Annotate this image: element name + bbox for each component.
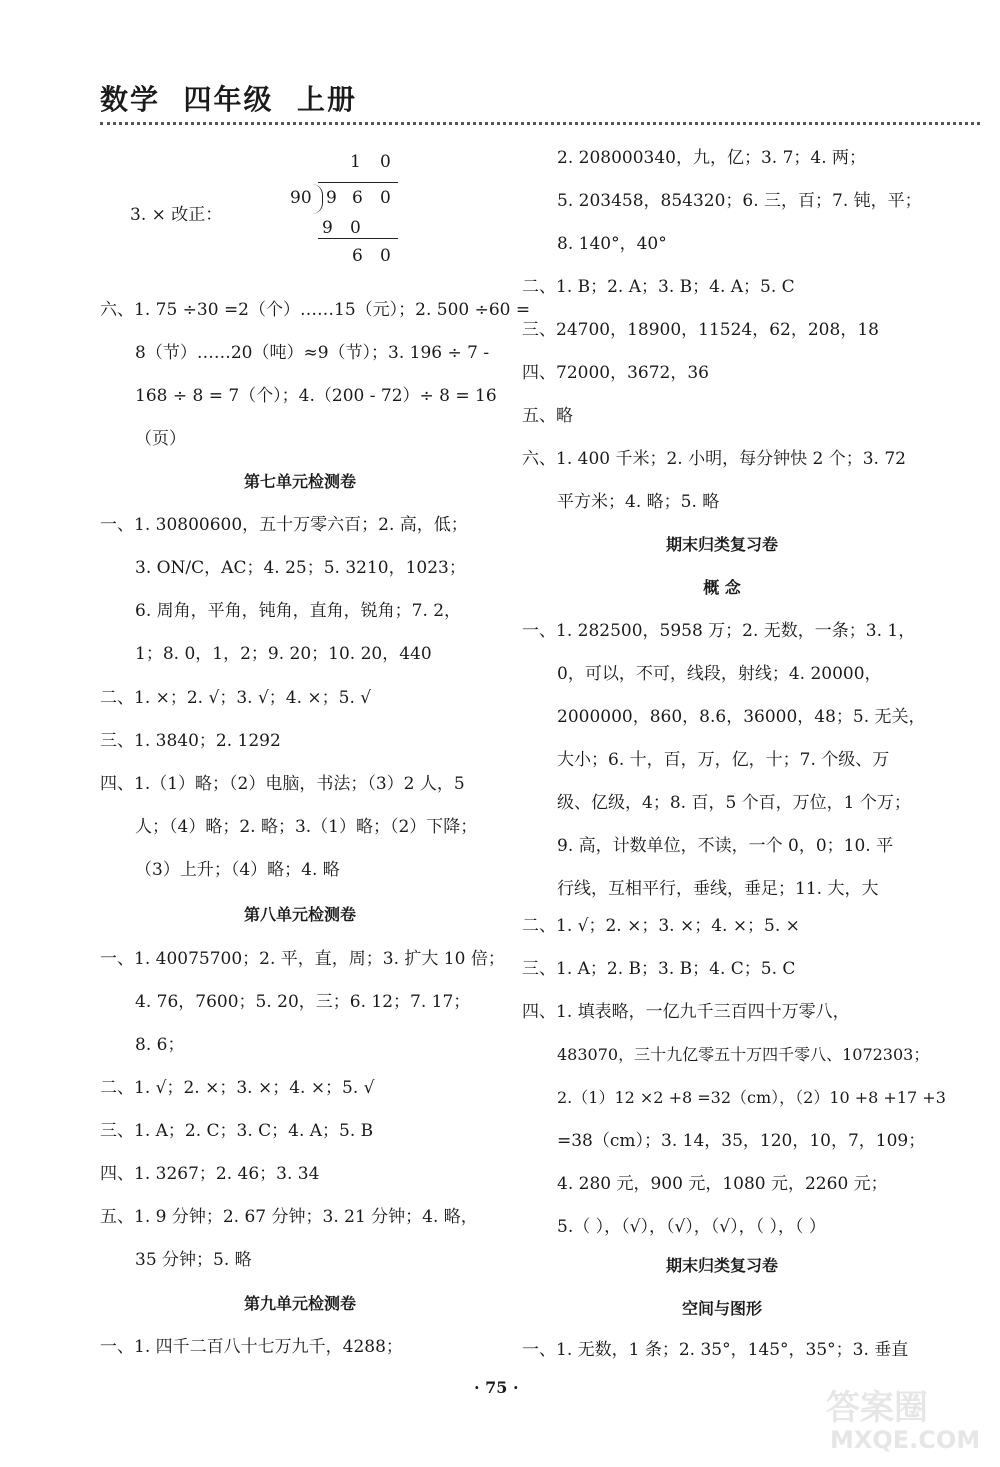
answer-line: 6. 周角，平角，钝角，直角，锐角；7. 2， (135, 601, 462, 621)
answer-line: （3）上升；（4）略；4. 略 (135, 860, 340, 880)
answer-line: 一、1. 30800600，五十万零六百；2. 高，低； (100, 515, 468, 535)
subtraction-bar (318, 238, 398, 239)
division-bracket (312, 184, 323, 214)
answer-line: 四、72000，3672，36 (522, 363, 709, 383)
section-heading: 期末归类复习卷 (665, 1256, 778, 1275)
answer-line: 三、1. 3840；2. 1292 (100, 731, 281, 751)
section-subheading: 概 念 (703, 578, 741, 597)
section-heading: 期末归类复习卷 (665, 535, 778, 554)
section-heading: 第七单元检测卷 (243, 472, 356, 491)
section-subheading: 空间与图形 (681, 1299, 762, 1318)
long-division (100, 148, 420, 276)
answer-line: 2. 208000340，九，亿；3. 7；4. 两； (557, 148, 867, 168)
quotient-digit: 0 (380, 152, 391, 172)
answer-line: 168 ÷ 8 = 7（个）；4.（200 - 72）÷ 8 = 16 (135, 386, 497, 406)
answer-line: 五、略 (522, 406, 573, 426)
answer-line: 大小；6. 十，百，万，亿，十；7. 个级、万 (557, 750, 890, 770)
correction-label: 3. × 改正： (130, 205, 223, 225)
answer-line: 二、1. ×；2. √；3. √；4. ×；5. √ (100, 688, 372, 708)
watermark-bottom-text: MXQE.COM (830, 1426, 981, 1454)
answer-line: 六、1. 400 千米；2. 小明，每分钟快 2 个；3. 72 (522, 449, 906, 469)
answer-line: 四、1.（1）略；（2）电脑，书法；（3）2 人，5 (100, 774, 465, 794)
remainder-digit: 0 (380, 246, 391, 266)
answer-line: 平方米；4. 略；5. 略 (557, 492, 720, 512)
answer-line: 1；8. 0，1，2；9. 20；10. 20，440 (135, 644, 432, 664)
answer-line: 4. 76，7600；5. 20，三；6. 12；7. 17； (135, 992, 471, 1012)
dividend-digit: 0 (380, 188, 391, 208)
answer-line: 3. ON/C，AC；4. 25；5. 3210，1023； (135, 558, 466, 578)
answer-line: 8（节）……20（吨）≈9（节）；3. 196 ÷ 7 - (135, 343, 490, 363)
answer-line: 4. 280 元，900 元，1080 元，2260 元； (557, 1174, 888, 1194)
answer-line: 级、亿级，4；8. 百，5 个百，万位，1 个万； (557, 793, 911, 813)
answer-line: 5.（ ），（√），（√），（√），（ ），（ ） (557, 1217, 826, 1237)
answer-line: 人；（4）略；2. 略；3.（1）略；（2）下降； (135, 817, 478, 837)
division-bar (318, 182, 398, 183)
quotient-digit: 1 (350, 152, 361, 172)
answer-line: 一、1. 无数，1 条；2. 35°，145°，35°；3. 垂直 (522, 1340, 909, 1360)
answer-line: =38（cm）；3. 14，35，120，10，7，109； (557, 1131, 926, 1151)
answer-line: 六、1. 75 ÷30 =2（个）……15（元）；2. 500 ÷60 = (100, 300, 531, 320)
divisor: 90 (290, 188, 312, 208)
answer-line: 2.（1）12 ×2 +8 =32（cm），（2）10 +8 +17 +3 (557, 1088, 946, 1107)
answer-line: 2000000，860，8.6，36000，48；5. 无关， (557, 707, 926, 727)
answer-line: 0，可以，不可，线段，射线；4. 20000， (557, 664, 882, 684)
answer-line: 三、24700，18900，11524，62，208，18 (522, 320, 879, 340)
answer-line: 一、1. 282500，5958 万；2. 无数，一条；3. 1， (522, 621, 916, 641)
answer-line: 8. 6； (135, 1035, 185, 1055)
section-heading: 第九单元检测卷 (243, 1294, 356, 1313)
answer-line: 35 分钟；5. 略 (135, 1250, 252, 1270)
watermark-logo (820, 1380, 980, 1460)
answer-line: 五、1. 9 分钟；2. 67 分钟；3. 21 分钟；4. 略， (100, 1207, 478, 1227)
dividend-digit: 6 (352, 188, 363, 208)
answer-line: 四、1. 3267；2. 46；3. 34 (100, 1164, 320, 1184)
page-number: · 75 · (474, 1378, 519, 1397)
header-divider (100, 122, 980, 125)
answer-line: 二、1. B；2. A；3. B；4. A；5. C (522, 277, 795, 297)
answer-line: 二、1. √；2. ×；3. ×；4. ×；5. × (522, 916, 800, 936)
section-heading: 第八单元检测卷 (243, 905, 356, 924)
answer-line: 483070，三十九亿零五十万四千零八、1072303； (557, 1045, 930, 1064)
answer-line: 三、1. A；2. C；3. C；4. A；5. B (100, 1121, 374, 1141)
product-digit: 9 (322, 218, 333, 238)
answer-line: 行线，互相平行，垂线，垂足；11. 大，大 (557, 879, 879, 899)
answer-line: 5. 203458，854320；6. 三，百；7. 钝，平； (557, 191, 922, 211)
product-digit: 0 (350, 218, 361, 238)
answer-line: 8. 140°，40° (557, 234, 667, 254)
answer-line: （页） (135, 429, 186, 449)
dividend-digit: 9 (326, 188, 337, 208)
watermark-top-text: 答案圈 (826, 1388, 928, 1428)
remainder-digit: 6 (352, 246, 363, 266)
answer-line: 一、1. 40075700；2. 平，直，周；3. 扩大 10 倍； (100, 949, 505, 969)
answer-line: 四、1. 填表略，一亿九千三百四十万零八， (522, 1002, 850, 1022)
answer-line: 三、1. A；2. B；3. B；4. C；5. C (522, 959, 796, 979)
answer-line: 9. 高，计数单位，不读，一个 0，0；10. 平 (557, 836, 894, 856)
answer-line: 一、1. 四千二百八十七万九千，4288； (100, 1337, 403, 1357)
page-header-title: 数学 四年级 上册 (100, 83, 357, 116)
answer-line: 二、1. √；2. ×；3. ×；4. ×；5. √ (100, 1078, 375, 1098)
